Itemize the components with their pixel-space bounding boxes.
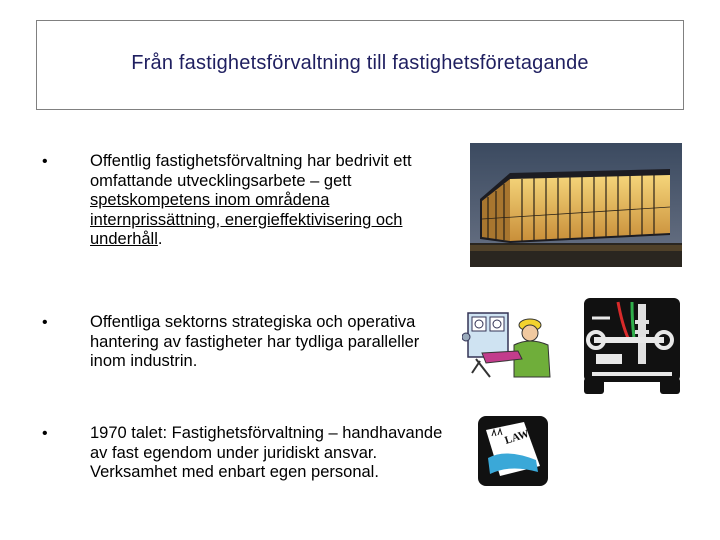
worker-clipart [462,305,554,381]
bullet-text-3: 1970 talet: Fastighetsförvaltning – handhavande av fast egendom under juridiskt ansvar. Verksamhet med enbart egen personal. [90,424,443,481]
bullet-text-2: Offentliga sektorns strategiska och operativa hantering av fastigheter har tydliga paralleller inom industrin. [90,313,420,370]
bullet-text-1 [90,152,460,250]
bullet-marker-3: • [42,425,48,442]
law-document-icon [476,414,550,488]
slide-title: Från fastighetsförvaltning till fastighetsföretagande [131,51,589,74]
title-box [36,20,684,110]
building-photo [470,143,682,267]
bullet-text-1-plain: Offentlig fastighetsförvaltning har bedrivit ett omfattande utvecklingsarbete – gett [90,152,412,190]
bullet-text-1-underlined: spetskompetens inom områdena internprissättning, energieffektivisering och underhåll [90,191,403,248]
law-label: LAW [503,427,531,447]
bullet-text-1-tail: . [157,230,163,248]
bullet-marker-2: • [42,314,48,331]
tools-truck-icon [578,294,686,398]
bullet-marker-1: • [42,153,48,170]
